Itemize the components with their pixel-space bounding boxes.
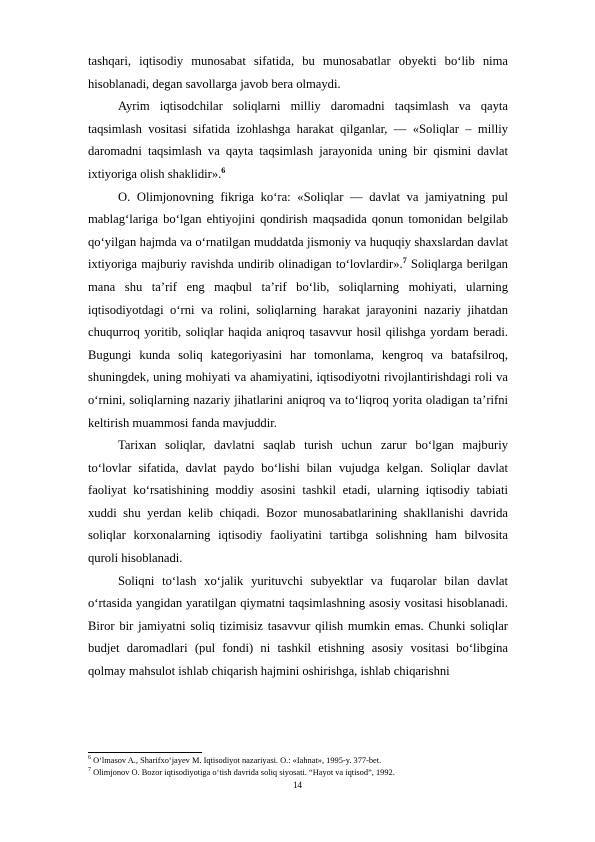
footnote-divider <box>88 752 202 753</box>
footnote-reference[interactable]: 6 <box>221 165 226 175</box>
paragraph <box>88 434 508 570</box>
paragraph-text: tashqari, iqtisodiy munosabat sifatida, bu munosabatlar obyekti bo‘lib nima hisoblanadi, degan savollarga javob bera olmaydi. <box>88 54 508 91</box>
paragraph <box>88 186 508 435</box>
paragraph-continuation <box>88 50 508 95</box>
footnote-reference[interactable]: 7 <box>402 256 407 266</box>
paragraph-text: Tarixan soliqlar, davlatni saqlab turish uchun zarur bo‘lgan majburiy to‘lovlar sifatida, davlat paydo bo‘lishi bilan vujudga kelgan. Soliqlar davlat faoliyat ko‘rsatishining moddiy asosini tashkil etadi, ularning iqtisodiy tabiati xuddi shu yerdan kelib chiqadi. Bozor munosabatlarining shakllanishi davrida soliqlar korxonalarning iqtisodiy faoliyatini tartibga solishning ham bilvosita quroli hisoblanadi. <box>88 438 508 566</box>
paragraph-text: Ayrim iqtisodchilar soliqlarni milliy daromadni taqsimlash va qayta taqsimlash vositasi sifatida izohlashga harakat qilganlar, — «Soliqlar – milliy daromadni taqsimlash va qayta taqsimlash jarayonida uning bir qismini davlat ixtiyoriga olish shaklidir». <box>88 99 508 181</box>
paragraph-text: O. Olimjonovning fikriga ko‘ra: «Soliqlar — davlat va jamiyatning pul mablag‘lariga bo‘lgan ehtiyojini qondirish maqsadida qonun tomonidan belgilab qo‘yilgan hajmda va o‘rnatilgan muddatda jismoniy va huquqiy shaxslardan davlat ixtiyoriga majburiy ravishda undirib olinadigan to‘lovlardir». <box>88 189 508 272</box>
footnote-number: 6 <box>88 755 91 762</box>
paragraph-text: Soliqni to‘lash xo‘jalik yurituvchi subyektlar va fuqarolar bilan davlat o‘rtasida yangidan yaratilgan qiymatni taqsimlashning asosiy vositasi hisoblanadi. Biror bir jamiyatni soliq tizimisiz tasavvur qilish mumkin emas. Chunki soliqlar budjet daromadlari (pul fondi) ni tashkil etishning asosiy vositasi bo‘libgina qolmay mahsulot ishlab chiqarish hajmini oshirishga, ishlab chiqarishni <box>88 573 508 679</box>
footnote-item <box>88 767 508 779</box>
paragraph <box>88 570 508 683</box>
footnotes <box>88 755 508 778</box>
footnote-item <box>88 755 508 767</box>
page-body <box>88 50 508 683</box>
footnote-number: 7 <box>88 766 91 773</box>
page-number: 14 <box>293 780 302 790</box>
footnote-text: Olimjonov O. Bozor iqtisodiyotiga o‘tish davrida soliq siyosati. “Hayot va iqtisod”, 1992. <box>91 767 395 777</box>
paragraph <box>88 95 508 185</box>
paragraph-text-continued: Soliqlarga berilgan mana shu ta’rif eng maqbul ta’rif bo‘lib, soliqlarning mohiyati, ularning iqtisodiyotdagi o‘rni va rolini, soliqlarning harakat jarayonini nazariy jihatdan chuqurroq yoritib, soliqlar haqida aniqroq tasavvur hosil qilishga yordam beradi. Bugungi kunda soliq kategoriyasini har tomonlama, kengroq va batafsilroq, shuningdek, uning mohiyati va ahamiyatini, iqtisodiyotni rivojlantirishdagi roli va o‘rnini, soliqlarning nazariy jihatlarini aniqroq va to‘liqroq yorita oladigan ta’rifni keltirish muammosi fanda mavjuddir. <box>88 257 508 430</box>
footnote-text: O‘lmasov A., Sharifxo‘jayev M. Iqtisodiyot nazariyasi. O.: «Iahnat», 1995-y. 377-bet. <box>91 756 382 765</box>
